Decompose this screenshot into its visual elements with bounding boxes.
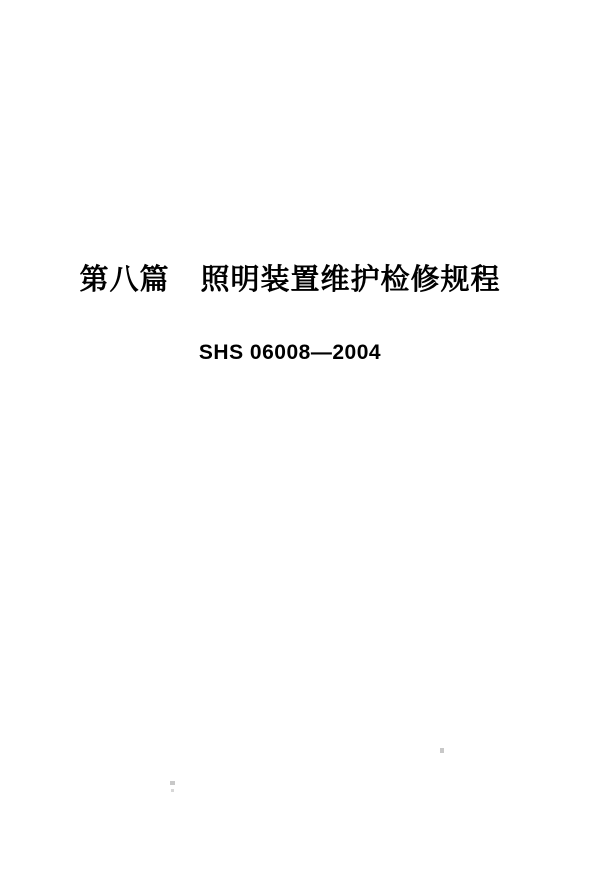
title-text: 照明装置维护检修规程 (200, 264, 501, 296)
part-number: 第八篇 (79, 264, 170, 296)
standard-code: SHS 06008—2004 (198, 341, 382, 364)
document-title (0, 257, 580, 298)
scan-artifact (170, 781, 175, 785)
scan-artifact (171, 789, 174, 792)
scan-artifact (440, 748, 444, 753)
